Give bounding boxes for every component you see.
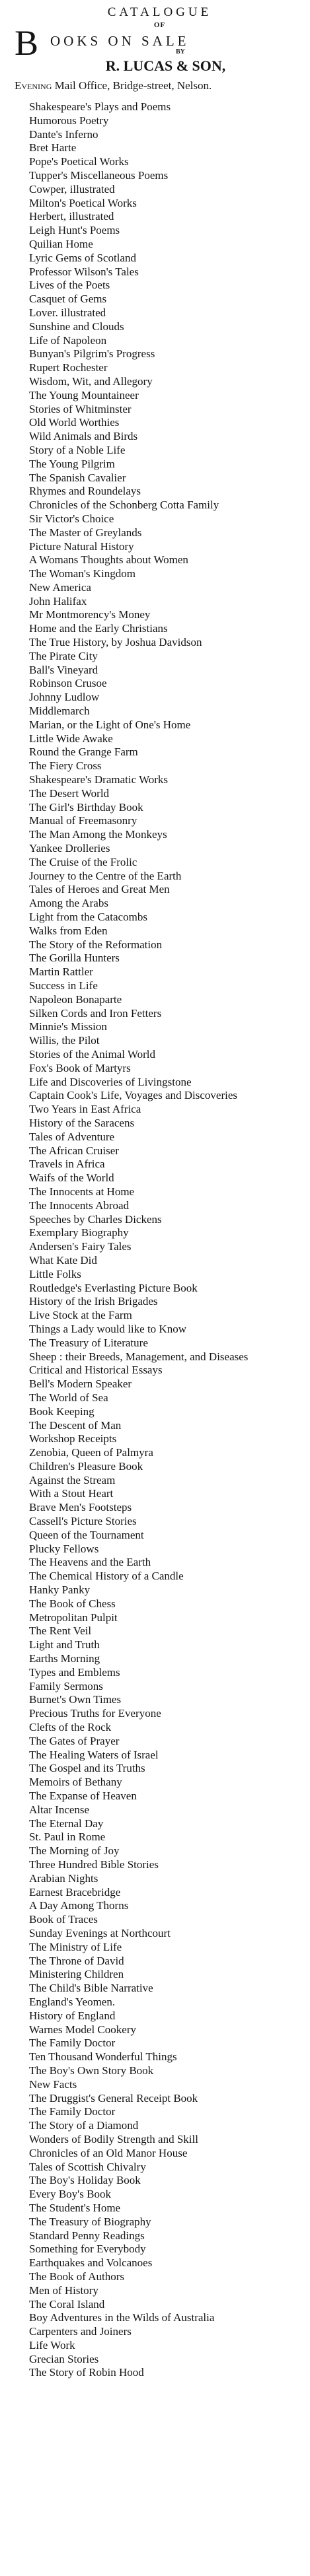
book-title: Types and Emblems	[29, 1665, 120, 1679]
book-title: Professor Wilson's Tales	[29, 265, 139, 278]
book-title: Book Keeping	[29, 1405, 95, 1418]
book-title: The Book of Chess	[29, 1597, 116, 1610]
book-title: Brave Men's Footsteps	[29, 1501, 132, 1514]
book-title: The Treasury of Biography	[29, 2215, 151, 2228]
book-title: The Man Among the Monkeys	[29, 828, 167, 841]
book-title: The Cruise of the Frolic	[29, 855, 137, 868]
book-title: Memoirs of Bethany	[29, 1776, 122, 1789]
book-title: Wonders of Bodily Strength and Skill	[29, 2132, 198, 2145]
book-title: Altar Incense	[29, 1803, 90, 1816]
book-title: The Story of a Diamond	[29, 2119, 139, 2132]
book-title: Workshop Receipts	[29, 1432, 117, 1445]
book-title: The Descent of Man	[29, 1418, 122, 1432]
book-title: Things a Lady would like to Know	[29, 1322, 186, 1335]
book-title: Wisdom, Wit, and Allegory	[29, 374, 153, 388]
book-title: Clefts of the Rock	[29, 1721, 112, 1734]
books-on-sale-text: OOKS ON SALE	[50, 33, 190, 49]
book-title: Cassell's Picture Stories	[29, 1515, 137, 1528]
book-title: The Young Pilgrim	[29, 457, 115, 470]
book-title: The Child's Bible Narrative	[29, 1982, 153, 1995]
book-title: The Innocents at Home	[29, 1185, 135, 1198]
book-title: The Master of Greylands	[29, 526, 142, 539]
book-title: Precious Truths for Everyone	[29, 1707, 161, 1720]
book-title: Something for Everybody	[29, 2243, 146, 2256]
book-title: Stories of the Animal World	[29, 1047, 155, 1061]
book-title: The Chemical History of a Candle	[29, 1570, 184, 1583]
book-title: Earthquakes and Volcanoes	[29, 2256, 153, 2270]
book-title: The Gorilla Hunters	[29, 952, 120, 965]
book-title: Arabian Nights	[29, 1871, 98, 1885]
book-title: The Expanse of Heaven	[29, 1790, 137, 1803]
book-title: The Story of Robin Hood	[29, 2366, 144, 2379]
book-title: The Woman's Kingdom	[29, 567, 136, 580]
book-title: Bell's Modern Speaker	[29, 1377, 132, 1391]
book-title: Dante's Inferno	[29, 127, 98, 141]
book-title: Travels in Africa	[29, 1158, 105, 1171]
book-title: History of England	[29, 2009, 116, 2022]
book-title: Mr Montmorency's Money	[29, 608, 151, 621]
book-title: Picture Natural History	[29, 540, 134, 553]
book-title: The Young Mountaineer	[29, 388, 139, 401]
book-title: The Treasury of Literature	[29, 1336, 148, 1349]
book-title: Waifs of the World	[29, 1171, 114, 1185]
book-title: Little Folks	[29, 1267, 81, 1280]
book-title: Middlemarch	[29, 705, 90, 718]
book-title: The Desert World	[29, 786, 110, 800]
book-title: The Throne of David	[29, 1954, 124, 1967]
drop-cap-letter: B	[15, 23, 39, 63]
book-title: The Druggist's General Receipt Book	[29, 2091, 198, 2105]
book-title: The Rent Veil	[29, 1624, 92, 1638]
book-title: Lives of the Poets	[29, 279, 110, 292]
book-title: Wild Animals and Birds	[29, 430, 138, 443]
book-title: The Book of Authors	[29, 2270, 125, 2283]
book-title: Ten Thousand Wonderful Things	[29, 2050, 177, 2064]
book-title: Bret Harte	[29, 141, 77, 155]
book-title: New America	[29, 580, 91, 594]
book-title: England's Yeomen.	[29, 1995, 116, 2008]
book-title: Robinson Crusoe	[29, 677, 107, 690]
book-title: Rhymes and Roundelays	[29, 485, 141, 498]
book-title: A Womans Thoughts about Women	[29, 553, 188, 567]
book-title: The Fiery Cross	[29, 759, 102, 773]
book-title: Light from the Catacombs	[29, 911, 147, 924]
book-title: Fox's Book of Martyrs	[29, 1061, 131, 1074]
book-title: A Day Among Thorns	[29, 1899, 129, 1912]
address-rest: Mail Office, Bridge-street, Nelson.	[52, 79, 212, 92]
book-title: The Boy's Own Story Book	[29, 2064, 154, 2077]
book-title: The Gospel and its Truths	[29, 1762, 145, 1775]
book-title: Burnet's Own Times	[29, 1693, 122, 1706]
book-title: Andersen's Fairy Tales	[29, 1240, 132, 1253]
book-title: The Story of the Reformation	[29, 938, 163, 951]
book-title: Among the Arabs	[29, 897, 108, 910]
book-title: Little Wide Awake	[29, 732, 113, 745]
book-title: Carpenters and Joiners	[29, 2325, 132, 2338]
book-title: Silken Cords and Iron Fetters	[29, 1006, 162, 1020]
book-title: Round the Grange Farm	[29, 746, 138, 759]
book-title: The Coral Island	[29, 2297, 105, 2311]
book-title: Earths Morning	[29, 1652, 100, 1665]
book-title: The Eternal Day	[29, 1817, 104, 1830]
book-title: Tupper's Miscellaneous Poems	[29, 168, 169, 182]
book-title: Critical and Historical Essays	[29, 1364, 163, 1377]
book-title: Life and Discoveries of Livingstone	[29, 1075, 192, 1088]
book-title: Casquet of Gems	[29, 293, 107, 306]
book-title: The Heavens and the Earth	[29, 1556, 151, 1569]
book-title: Tales of Heroes and Great Men	[29, 883, 170, 896]
book-title: Cowper, illustrated	[29, 182, 115, 195]
book-title: Grecian Stories	[29, 2352, 99, 2365]
book-title: Exemplary Biography	[29, 1226, 129, 1239]
book-title: The Spanish Cavalier	[29, 471, 126, 484]
book-title: The Healing Waters of Israel	[29, 1748, 159, 1761]
book-title: With a Stout Heart	[29, 1487, 114, 1500]
book-title: Ministering Children	[29, 1968, 124, 1981]
book-title: Quilian Home	[29, 237, 93, 250]
book-title: Journey to the Centre of the Earth	[29, 869, 182, 882]
book-title: Family Sermons	[29, 1679, 103, 1692]
book-title-list	[13, 100, 297, 2380]
book-title: Tales of Scottish Chivalry	[29, 2160, 146, 2173]
book-title: The Student's Home	[29, 2201, 121, 2214]
book-title: Sir Victor's Choice	[29, 512, 114, 525]
book-title: The African Cruiser	[29, 1144, 119, 1157]
book-title: Hanky Panky	[29, 1584, 91, 1597]
book-title: St. Paul in Rome	[29, 1830, 106, 1844]
book-title: Lover. illustrated	[29, 306, 106, 319]
book-title: The Pirate City	[29, 649, 98, 662]
book-title: Chronicles of the Schonberg Cotta Family	[29, 499, 219, 512]
book-title: Bunyan's Pilgrim's Progress	[29, 347, 155, 361]
book-title: Children's Pleasure Book	[29, 1459, 143, 1473]
book-title: The Boy's Holiday Book	[29, 2174, 141, 2187]
book-title: Sunday Evenings at Northcourt	[29, 1926, 171, 1939]
address-prefix: Evening	[15, 79, 52, 92]
catalogue-heading: CATALOGUE	[107, 5, 212, 19]
book-title: Story of a Noble Life	[29, 443, 126, 456]
book-title: Sunshine and Clouds	[29, 320, 124, 333]
book-title: Tales of Adventure	[29, 1130, 115, 1143]
book-title: John Halifax	[29, 594, 87, 608]
publisher-address	[15, 77, 297, 94]
book-title: Herbert, illustrated	[29, 210, 114, 223]
book-title: The Family Doctor	[29, 2036, 116, 2050]
book-title: The Innocents Abroad	[29, 1199, 130, 1212]
book-title: Book of Traces	[29, 1913, 98, 1926]
book-title: Life Work	[29, 2338, 75, 2351]
book-title: Chronicles of an Old Manor House	[29, 2146, 188, 2159]
book-title: Two Years in East Africa	[29, 1103, 141, 1116]
book-title: The Family Doctor	[29, 2105, 116, 2118]
book-title: Three Hundred Bible Stories	[29, 1858, 159, 1871]
book-title: The Gates of Prayer	[29, 1734, 120, 1747]
book-title: The True History, by Joshua Davidson	[29, 636, 202, 649]
book-title: History of the Saracens	[29, 1116, 135, 1129]
book-title: Earnest Bracebridge	[29, 1885, 121, 1898]
book-title: Shakespeare's Plays and Poems	[29, 100, 171, 113]
book-title: Leigh Hunt's Poems	[29, 224, 120, 237]
book-title: Humorous Poetry	[29, 114, 109, 127]
book-title: Ball's Vineyard	[29, 663, 98, 676]
of-word: OF	[153, 21, 166, 29]
book-title: Life of Napoleon	[29, 333, 107, 347]
book-title: Walks from Eden	[29, 924, 108, 937]
book-title: The Girl's Birthday Book	[29, 800, 143, 814]
book-title: Standard Penny Readings	[29, 2229, 145, 2242]
book-title: Home and the Early Christians	[29, 622, 168, 635]
book-title: Boy Adventures in the Wilds of Australia	[29, 2311, 215, 2324]
book-title: Zenobia, Queen of Palmyra	[29, 1446, 153, 1459]
book-title: Speeches by Charles Dickens	[29, 1212, 162, 1226]
book-title: Manual of Freemasonry	[29, 814, 137, 827]
book-title: Live Stock at the Farm	[29, 1309, 132, 1322]
book-title: Shakespeare's Dramatic Works	[29, 773, 169, 786]
book-title: The World of Sea	[29, 1391, 108, 1404]
by-word: BY	[176, 48, 185, 55]
book-title: The Ministry of Life	[29, 1940, 122, 1953]
book-title: Yankee Drolleries	[29, 842, 110, 855]
book-title: Johnny Ludlow	[29, 691, 100, 704]
book-title: History of the Irish Brigades	[29, 1295, 158, 1308]
book-title: Queen of the Tournament	[29, 1528, 144, 1541]
book-title: Captain Cook's Life, Voyages and Discoveries	[29, 1089, 237, 1102]
book-title: Lyric Gems of Scotland	[29, 251, 136, 264]
book-title: Light and Truth	[29, 1638, 100, 1652]
book-title: Against the Stream	[29, 1473, 116, 1486]
book-title: Metropolitan Pulpit	[29, 1611, 118, 1624]
book-title: Old World Worthies	[29, 416, 120, 429]
book-title: What Kate Did	[29, 1253, 97, 1267]
book-title: Marian, or the Light of One's Home	[29, 718, 191, 731]
book-title: Every Boy's Book	[29, 2188, 111, 2201]
book-title: Plucky Fellows	[29, 1542, 99, 1555]
book-title: Martin Rattler	[29, 965, 93, 979]
book-title: Napoleon Bonaparte	[29, 992, 122, 1006]
book-title: Routledge's Everlasting Picture Book	[29, 1281, 198, 1294]
book-title: Rupert Rochester	[29, 361, 108, 374]
book-title: Minnie's Mission	[29, 1020, 107, 1033]
book-title: Men of History	[29, 2283, 98, 2297]
book-title: Willis, the Pilot	[29, 1034, 100, 1047]
book-title: Pope's Poetical Works	[29, 155, 129, 168]
book-title: Stories of Whitminster	[29, 402, 132, 415]
book-title: The Morning of Joy	[29, 1844, 120, 1858]
publisher-name: R. LUCAS & SON,	[105, 57, 226, 74]
book-title: Milton's Poetical Works	[29, 196, 137, 209]
book-title: Sheep : their Breeds, Management, and Diseases	[29, 1350, 249, 1363]
book-title: Warnes Model Cookery	[29, 2023, 136, 2036]
book-title: Success in Life	[29, 979, 98, 992]
book-title: New Facts	[29, 2077, 77, 2091]
